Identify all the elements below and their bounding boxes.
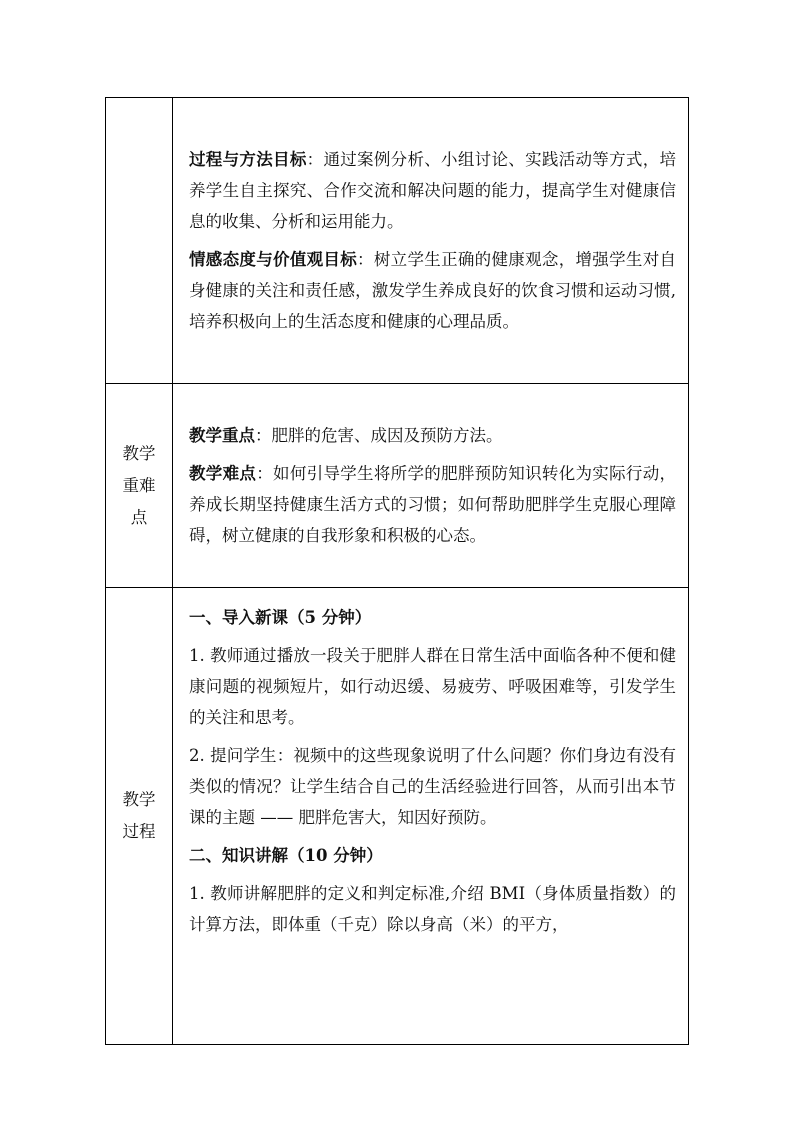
- objectives-row: [106, 98, 689, 384]
- teaching-process-label: 教学过程: [122, 790, 156, 841]
- teaching-process-label-cell: [106, 588, 173, 1045]
- key-difficult-label: 教学重难点: [122, 443, 156, 527]
- key-difficult-label-cell: [106, 384, 173, 588]
- emotion-value-objective: [189, 244, 676, 337]
- key-difficult-points-row: [106, 384, 689, 588]
- teaching-key-point-text: 肥胖的危害、成因及预防方法。: [271, 426, 503, 445]
- section-knowledge-item-1: 1. 教师讲解肥胖的定义和判定标准,介绍 BMI（身体质量指数）的计算方法，即体重（千克）除以身高（米）的平方，: [189, 884, 676, 934]
- section-intro-item-1: 1. 教师通过播放一段关于肥胖人群在日常生活中面临各种不便和健康问题的视频短片，如行动迟缓、易疲劳、呼吸困难等，引发学生的关注和思考。: [189, 646, 676, 727]
- process-method-objective: [189, 144, 676, 237]
- teaching-key-point-key: 教学重点: [189, 426, 255, 445]
- process-method-objective-key: 过程与方法目标: [189, 150, 307, 169]
- teaching-difficult-point-key: 教学难点: [189, 464, 257, 483]
- lesson-plan-table: [105, 97, 689, 1045]
- emotion-value-objective-text: 树立学生正确的健康观念，增强学生对自身健康的关注和责任感，激发学生养成良好的饮食习惯和运动习惯,培养积极向上的生活态度和健康的心理品质。: [189, 250, 677, 331]
- section-intro-item-2: 2. 提问学生：视频中的这些现象说明了什么问题？你们身边有没有类似的情况？让学生结合自己的生活经验进行回答，从而引出本节课的主题 —— 肥胖危害大，知因好预防。: [189, 746, 676, 827]
- emotion-value-objective-colon: ：: [357, 250, 374, 269]
- teaching-key-point: [189, 420, 676, 451]
- section-knowledge-title: 二、知识讲解（10 分钟）: [189, 846, 383, 865]
- teaching-difficult-point-colon: ：: [256, 464, 274, 483]
- teaching-difficult-point: [189, 458, 676, 551]
- teaching-difficult-point-text: 如何引导学生将所学的肥胖预防知识转化为实际行动，养成长期坚持健康生活方式的习惯；如何帮助肥胖学生克服心理障碍，树立健康的自我形象和积极的心态。: [189, 464, 677, 545]
- process-method-objective-text: 通过案例分析、小组讨论、实践活动等方式，培养学生自主探究、合作交流和解决问题的能力，提高学生对健康信息的收集、分析和运用能力。: [189, 150, 677, 231]
- emotion-value-objective-key: 情感态度与价值观目标: [189, 250, 358, 269]
- objectives-label-cell: [106, 98, 173, 384]
- process-method-objective-colon: ：: [306, 150, 324, 169]
- objectives-content-cell: [173, 98, 689, 384]
- section-intro-title: 一、导入新课（5 分钟）: [189, 608, 372, 627]
- teaching-process-row: [106, 588, 689, 1045]
- teaching-key-point-colon: ：: [255, 426, 272, 445]
- key-difficult-content-cell: [173, 384, 689, 588]
- teaching-process-content-cell: [173, 588, 689, 1045]
